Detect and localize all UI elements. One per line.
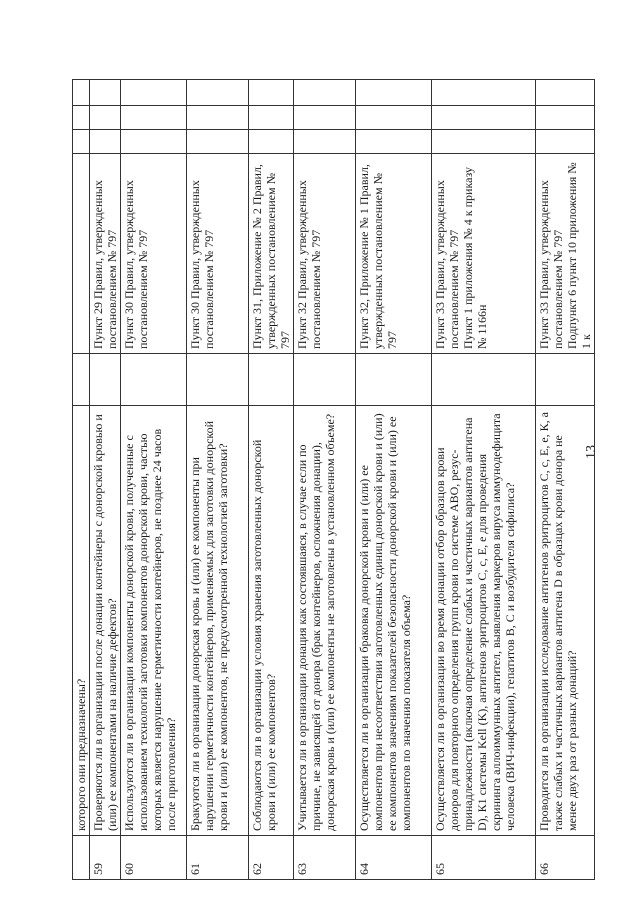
legal-reference: Пункт 29 Правил, утвержденных постановлением № 797 bbox=[90, 154, 121, 354]
checklist-table bbox=[72, 79, 595, 880]
table-row bbox=[294, 80, 356, 880]
legal-reference bbox=[73, 154, 90, 354]
blank-cell bbox=[121, 354, 187, 406]
row-number: 64 bbox=[356, 836, 432, 880]
note-cell bbox=[90, 80, 121, 106]
blank-cell bbox=[356, 354, 432, 406]
table-row bbox=[73, 80, 90, 880]
answer-no-cell bbox=[187, 106, 249, 130]
question-text: Осуществляется ли в организации браковка донорской крови и (или) ее компонентов при несоответствии заготовленных единиц донорской крови и (или) ее компонентов значениям показателей безопасности донорской крови и (или) ее компонентов по значению показателя объема? bbox=[356, 406, 432, 836]
answer-yes-cell bbox=[90, 130, 121, 154]
legal-reference: Пункт 31, Приложение № 2 Правил, утвержденных постановлением № 797 bbox=[249, 154, 294, 354]
note-cell bbox=[294, 80, 356, 106]
answer-no-cell bbox=[90, 106, 121, 130]
blank-cell bbox=[249, 354, 294, 406]
answer-no-cell bbox=[536, 106, 595, 130]
table-row bbox=[432, 80, 536, 880]
row-number: 62 bbox=[249, 836, 294, 880]
legal-reference: Пункт 30 Правил, утвержденных постановлением № 797 bbox=[121, 154, 187, 354]
row-number bbox=[73, 836, 90, 880]
blank-cell bbox=[536, 354, 595, 406]
answer-no-cell bbox=[432, 106, 536, 130]
question-text: Проводится ли в организации исследование антигенов эритроцитов С, с, Е, е, К, а также слабых и частичных вариантов антигена D в образцах крови донора не менее двух раз от разных донаций? bbox=[536, 406, 595, 836]
table-row bbox=[356, 80, 432, 880]
answer-yes-cell bbox=[356, 130, 432, 154]
row-number: 63 bbox=[294, 836, 356, 880]
legal-reference: Пункт 32 Правил, утвержденных постановлением № 797 bbox=[294, 154, 356, 354]
blank-cell bbox=[294, 354, 356, 406]
answer-yes-cell bbox=[187, 130, 249, 154]
answer-yes-cell bbox=[249, 130, 294, 154]
question-text: Учитывается ли в организации донация как состоявшаяся, в случае если по причине, не зависящей от донора (брак контейнеров, осложнения донации), донорская кровь и (или) ее компоненты не заготовлены в установленном объеме? bbox=[294, 406, 356, 836]
question-text: которого они предназначены? bbox=[73, 406, 90, 836]
table-row bbox=[187, 80, 249, 880]
legal-reference: Пункт 33 Правил, утвержденных постановлением № 797 Подпункт 6 пункт 10 приложения № 1 к bbox=[536, 154, 595, 354]
answer-no-cell bbox=[356, 106, 432, 130]
note-cell bbox=[249, 80, 294, 106]
answer-yes-cell bbox=[294, 130, 356, 154]
row-number: 59 bbox=[90, 836, 121, 880]
question-text: Проверяются ли в организации после донации контейнеры с донорской кровью и (или) ее компонентами на наличие дефектов? bbox=[90, 406, 121, 836]
question-text: Осуществляется ли в организации во время донации отбор образцов крови доноров для повторного определения групп крови по системе АВО, резус-принадлежности (включая определение слабых и частичных вариантов антигена D), К1 системы Kell (K), антигенов эритроцитов С, с, Е, е для проведения скрининга аллоиммунных антител, выявления маркеров вируса иммунодефицита человека (ВИЧ-инфекции), гепатитов В, С и возбудителя сифилиса? bbox=[432, 406, 536, 836]
note-cell bbox=[73, 80, 90, 106]
question-text: Соблюдаются ли в организации условия хранения заготовленных донорской крови и (или) ее компонентов? bbox=[249, 406, 294, 836]
answer-no-cell bbox=[249, 106, 294, 130]
note-cell bbox=[356, 80, 432, 106]
answer-yes-cell bbox=[121, 130, 187, 154]
note-cell bbox=[432, 80, 536, 106]
answer-no-cell bbox=[73, 106, 90, 130]
table-row bbox=[90, 80, 121, 880]
blank-cell bbox=[187, 354, 249, 406]
question-text: Используются ли в организации компоненты донорской крови, полученные с использованием технологий заготовки компонентов донорской крови, частью которых является нарушение герметичности контейнеров, не позднее 24 часов после приготовления? bbox=[121, 406, 187, 836]
answer-yes-cell bbox=[73, 130, 90, 154]
answer-yes-cell bbox=[536, 130, 595, 154]
legal-reference: Пункт 30 Правил, утвержденных постановлением № 797 bbox=[187, 154, 249, 354]
answer-no-cell bbox=[121, 106, 187, 130]
legal-reference: Пункт 32, Приложение № 1 Правил, утвержденных постановлением № 797 bbox=[356, 154, 432, 354]
answer-no-cell bbox=[294, 106, 356, 130]
table-row bbox=[536, 80, 595, 880]
row-number: 61 bbox=[187, 836, 249, 880]
question-text: Бракуются ли в организации донорская кровь и (или) ее компоненты при нарушении герметичности контейнеров, применяемых для заготовки донорской крови и (или) ее компонентов, не предусмотренной технологией заготовки? bbox=[187, 406, 249, 836]
blank-cell bbox=[90, 354, 121, 406]
row-number: 66 bbox=[536, 836, 595, 880]
note-cell bbox=[536, 80, 595, 106]
page-number: 13 bbox=[584, 445, 599, 459]
row-number: 65 bbox=[432, 836, 536, 880]
row-number: 60 bbox=[121, 836, 187, 880]
legal-reference: Пункт 33 Правил, утвержденных постановлением № 797 Пункт 1 приложения № 4 к приказу № 1166н bbox=[432, 154, 536, 354]
blank-cell bbox=[432, 354, 536, 406]
table-row bbox=[249, 80, 294, 880]
note-cell bbox=[187, 80, 249, 106]
blank-cell bbox=[73, 354, 90, 406]
answer-yes-cell bbox=[432, 130, 536, 154]
table-row bbox=[121, 80, 187, 880]
note-cell bbox=[121, 80, 187, 106]
